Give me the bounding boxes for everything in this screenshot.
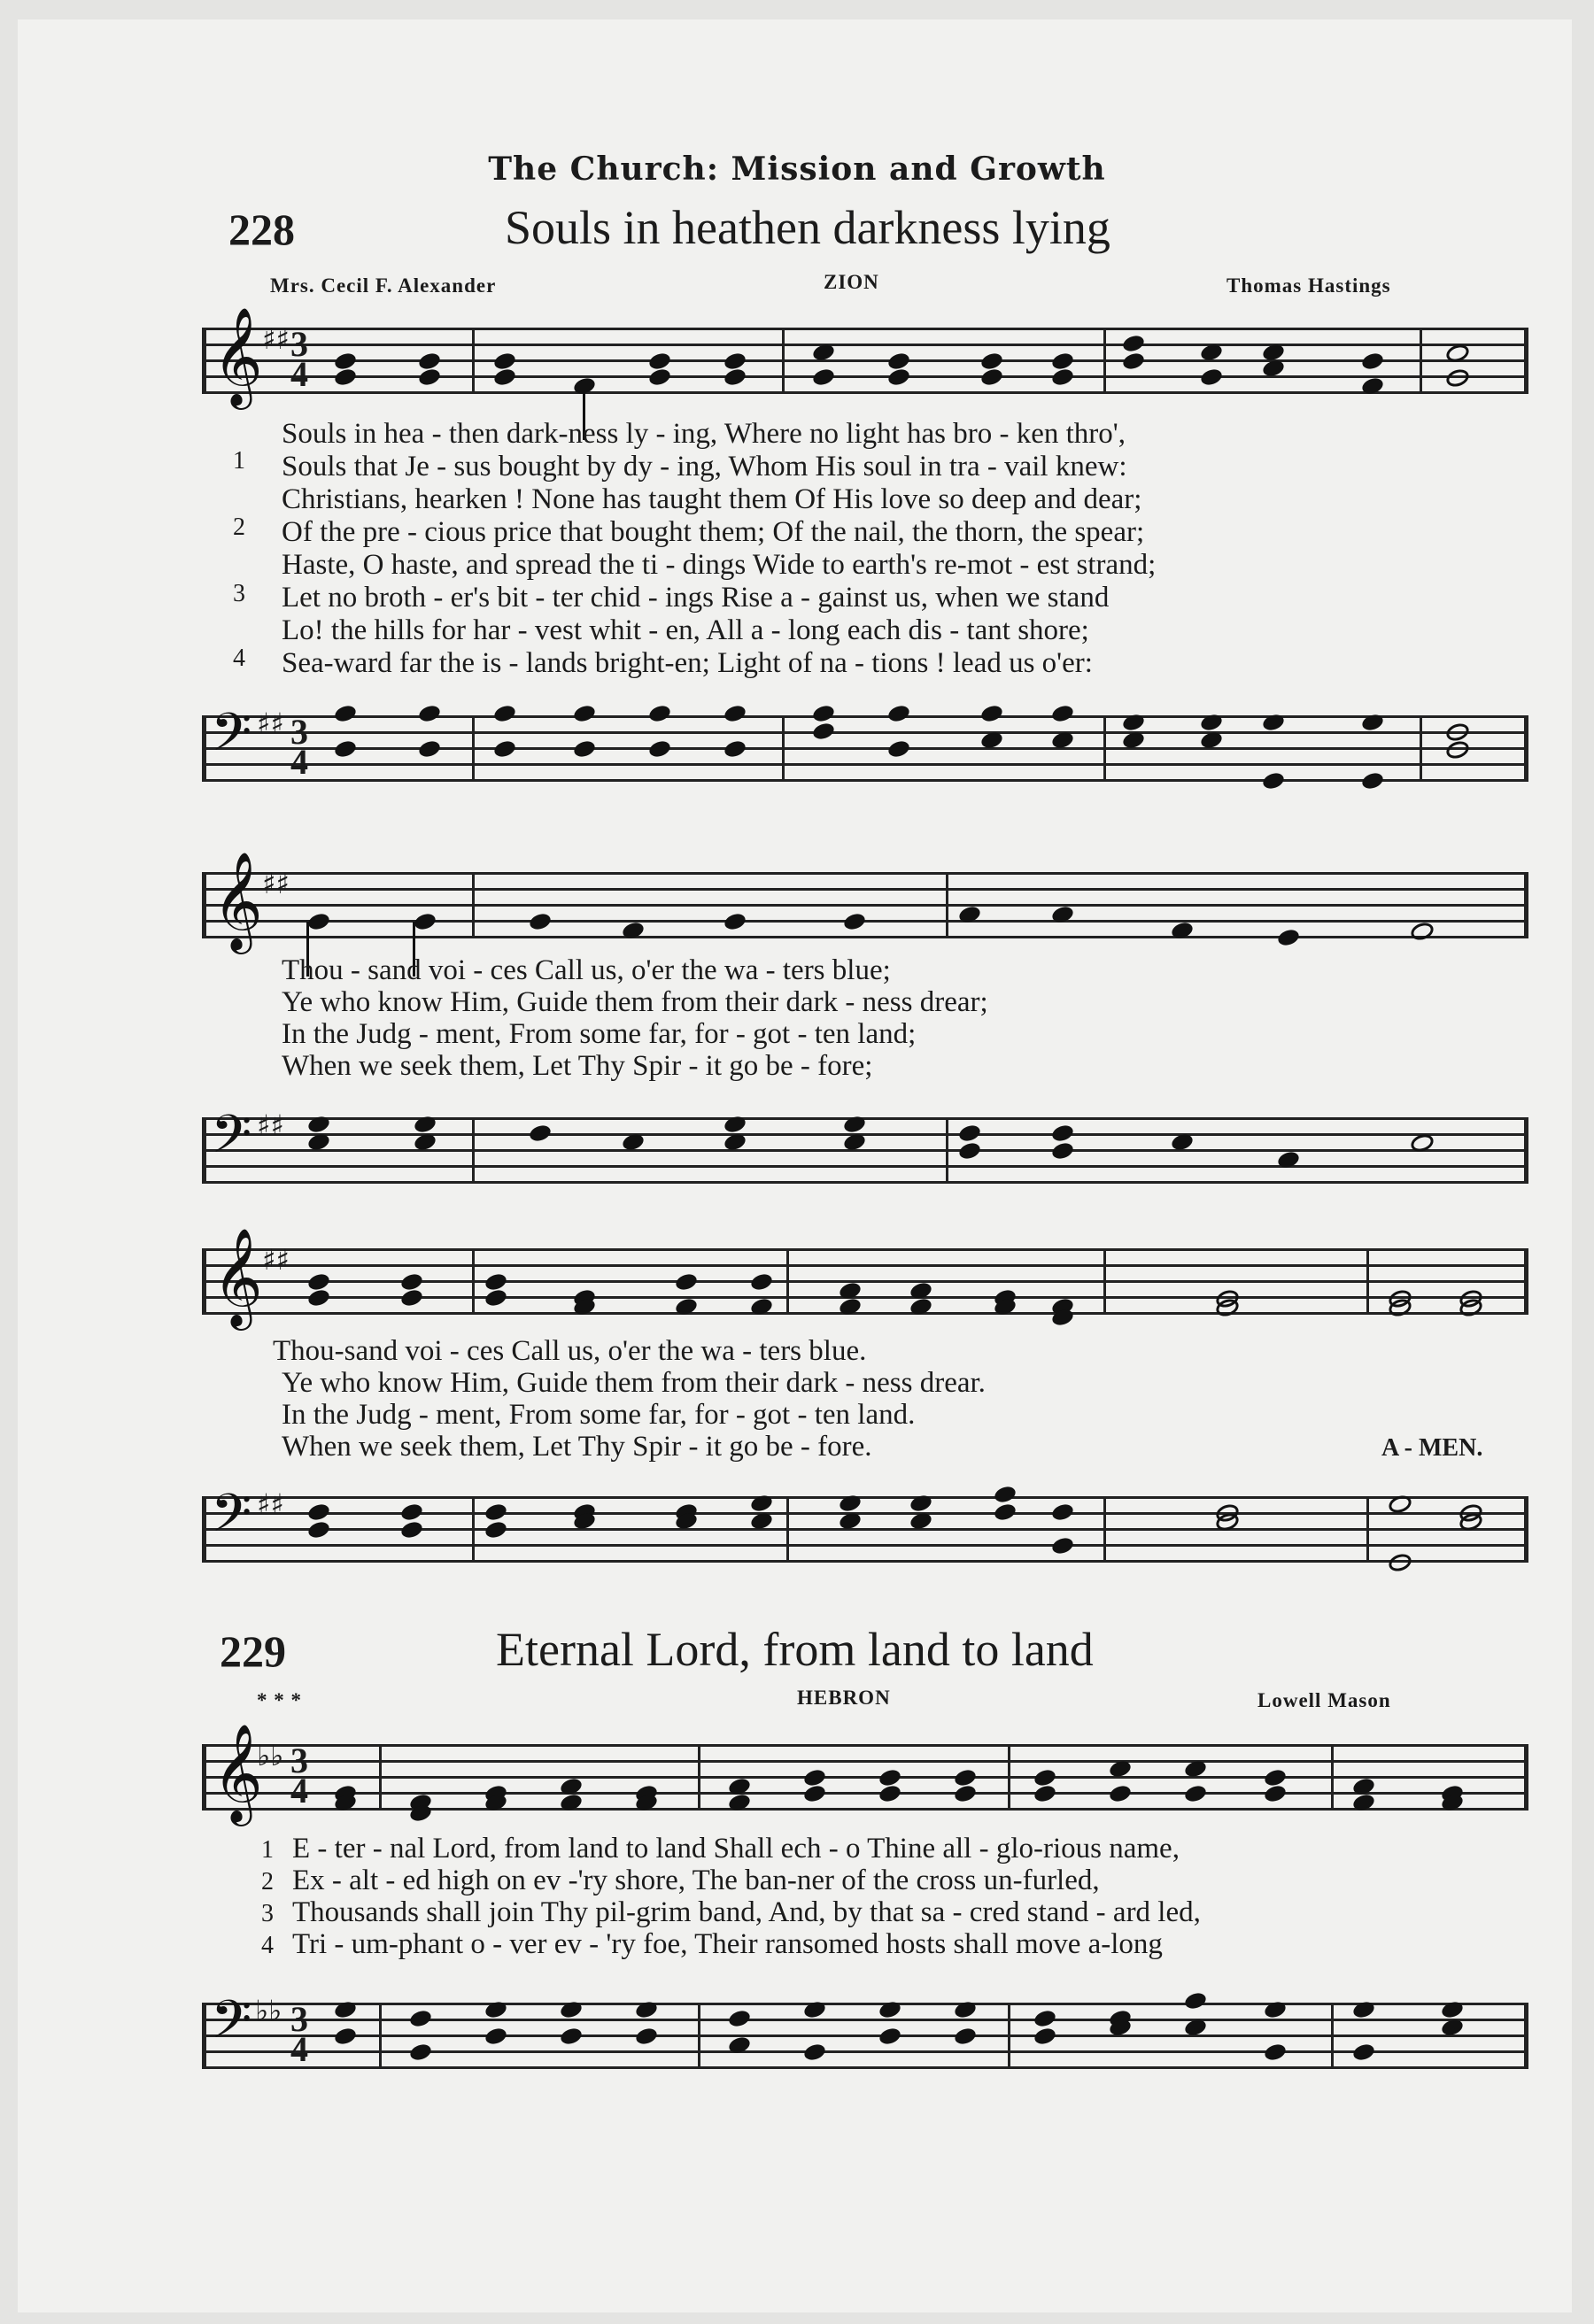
time-signature: 3 4 <box>290 712 308 782</box>
lyric-line: Souls that Je - sus bought by dy - ing, Whom His soul in tra - vail knew: <box>282 451 1127 483</box>
lyric-line: Ex - alt - ed high on ev -'ry shore, The ban-ner of the cross un-furled, <box>292 1865 1100 1896</box>
key-signature-flats: ♭♭ <box>255 1994 282 2027</box>
treble-clef-icon: 𝄞 <box>213 851 263 950</box>
lyric-line: Ye who know Him, Guide them from their dark - ness drear; <box>282 986 988 1018</box>
treble-staff <box>202 1227 1527 1326</box>
treble-staff <box>202 1723 1527 1822</box>
author-credit: * * * <box>257 1689 302 1711</box>
tune-name: ZION <box>824 271 879 293</box>
lyric-line: Haste, O haste, and spread the ti - dings Wide to earth's re-mot - est strand; <box>282 549 1157 581</box>
section-title: The Church: Mission and Growth <box>488 151 1106 188</box>
verse-number: 1 <box>261 1836 274 1864</box>
verse-number: 1 <box>233 447 245 475</box>
key-signature-sharps: ♯♯ <box>257 1487 284 1521</box>
lyric-line: When we seek them, Let Thy Spir - it go be - fore. <box>282 1431 872 1463</box>
hymn-number: 229 <box>220 1626 286 1676</box>
bass-clef-icon: 𝄢 <box>211 1482 252 1556</box>
composer-credit: Thomas Hastings <box>1226 274 1391 297</box>
hymn-number: 228 <box>228 205 295 254</box>
bass-clef-icon: 𝄢 <box>211 701 252 776</box>
bass-staff <box>202 1988 1527 2069</box>
lyric-line: Let no broth - er's bit - ter chid - ings Rise a - gainst us, when we stand <box>282 582 1110 614</box>
treble-staff <box>202 306 1527 405</box>
time-signature: 3 4 <box>290 1741 308 1811</box>
verse-number: 3 <box>233 580 245 607</box>
treble-staff <box>202 851 1527 950</box>
hymn-title: Souls in heathen darkness lying <box>505 201 1110 254</box>
lyric-line: When we seek them, Let Thy Spir - it go be - fore; <box>282 1050 873 1082</box>
bass-staff <box>202 701 1527 782</box>
hymn-title: Eternal Lord, from land to land <box>496 1623 1094 1676</box>
time-signature: 3 4 <box>290 324 308 394</box>
treble-clef-icon: 𝄞 <box>213 1227 263 1326</box>
lyric-line: In the Judg - ment, From some far, for - got - ten land. <box>282 1399 916 1431</box>
time-signature: 3 4 <box>290 1999 308 2069</box>
lyric-line: Lo! the hills for har - vest whit - en, All a - long each dis - tant shore; <box>282 614 1089 646</box>
verse-number: 4 <box>261 1932 274 1959</box>
lyric-line: Thousands shall join Thy pil-grim band, And, by that sa - cred stand - ard led, <box>292 1896 1201 1928</box>
tune-name: HEBRON <box>797 1687 891 1709</box>
bass-clef-icon: 𝄢 <box>211 1988 252 2063</box>
lyric-line: Tri - um-phant o - ver ev - 'ry foe, Their ransomed hosts shall move a-long <box>292 1928 1163 1960</box>
lyric-line: Sea-ward far the is - lands bright-en; Light of na - tions ! lead us o'er: <box>282 647 1093 679</box>
key-signature-flats: ♭♭ <box>257 1739 284 1772</box>
lyric-line: Ye who know Him, Guide them from their dark - ness drear. <box>282 1367 986 1399</box>
bass-staff <box>202 1103 1527 1181</box>
verse-number: 3 <box>261 1900 274 1927</box>
key-signature-sharps: ♯♯ <box>262 322 290 356</box>
treble-clef-icon: 𝄞 <box>213 1723 263 1822</box>
treble-clef-icon: 𝄞 <box>213 306 263 405</box>
lyric-line: Thou - sand voi - ces Call us, o'er the wa - ters blue; <box>282 954 891 986</box>
verse-number: 2 <box>261 1868 274 1895</box>
key-signature-sharps: ♯♯ <box>262 1243 290 1277</box>
key-signature-sharps: ♯♯ <box>262 867 290 900</box>
author-credit: Mrs. Cecil F. Alexander <box>270 274 497 297</box>
verse-number: 4 <box>233 645 245 672</box>
key-signature-sharps: ♯♯ <box>257 1108 284 1142</box>
lyric-line: Christians, hearken ! None has taught them Of His love so deep and dear; <box>282 483 1142 515</box>
key-signature-sharps: ♯♯ <box>257 706 284 740</box>
lyric-line: E - ter - nal Lord, from land to land Shall ech - o Thine all - glo-rious name, <box>292 1833 1180 1865</box>
lyric-line: In the Judg - ment, From some far, for - got - ten land; <box>282 1018 917 1050</box>
lyric-line: Thou-sand voi - ces Call us, o'er the wa - ters blue. <box>273 1335 867 1367</box>
lyric-line: Souls in hea - then dark-ness ly - ing, Where no light has bro - ken thro', <box>282 418 1126 450</box>
amen-label: A - MEN. <box>1381 1434 1483 1462</box>
verse-number: 2 <box>233 513 245 541</box>
bass-clef-icon: 𝄢 <box>211 1103 252 1177</box>
bass-staff <box>202 1482 1527 1560</box>
composer-credit: Lowell Mason <box>1257 1689 1391 1711</box>
lyric-line: Of the pre - cious price that bought them; Of the nail, the thorn, the spear; <box>282 516 1145 548</box>
